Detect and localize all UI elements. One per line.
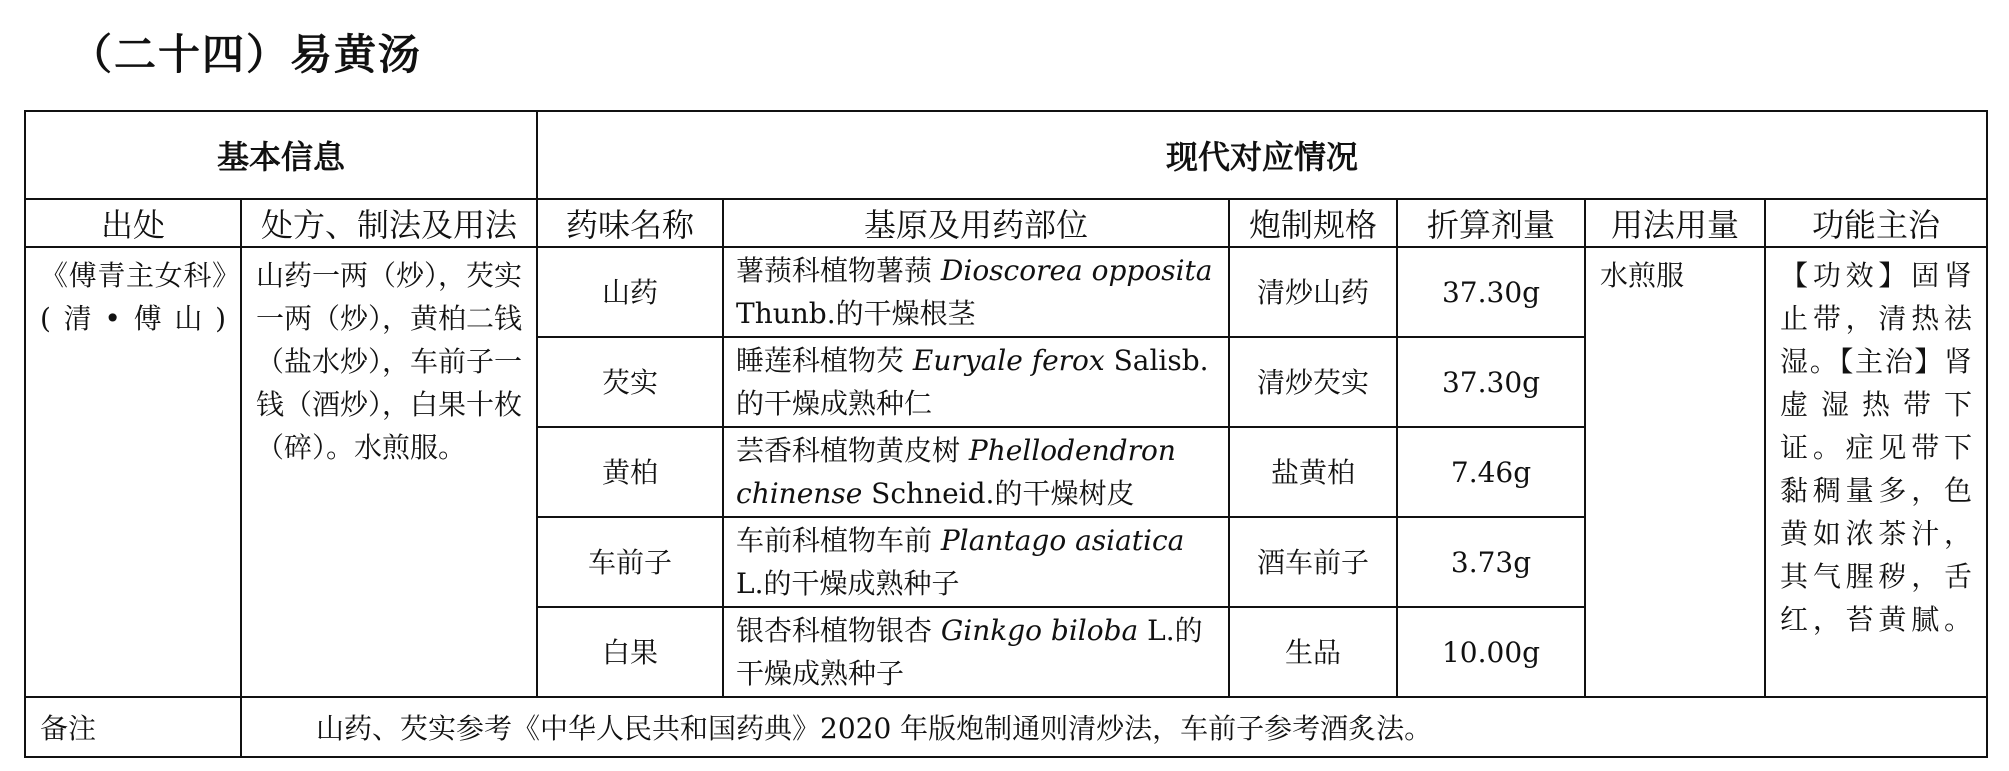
herb-processing: 清炒山药	[1229, 247, 1397, 337]
formula-table	[24, 110, 1988, 758]
remarks-label: 备注	[25, 697, 241, 757]
col-header-dose: 折算剂量	[1397, 199, 1585, 247]
herb-origin	[723, 427, 1229, 517]
function-cell	[1765, 247, 1987, 697]
col-header-herb-name: 药味名称	[537, 199, 723, 247]
origin-post: L.的干燥成熟种子	[736, 614, 1203, 690]
origin-post: Schneid.的干燥树皮	[862, 477, 1135, 510]
col-header-processing: 炮制规格	[1229, 199, 1397, 247]
latin-name: Euryale ferox	[912, 344, 1105, 377]
col-header-function: 功能主治	[1765, 199, 1987, 247]
col-header-source: 出处	[25, 199, 241, 247]
source-cell	[25, 247, 241, 697]
herb-name: 黄柏	[537, 427, 723, 517]
herb-name: 芡实	[537, 337, 723, 427]
col-header-usage: 用法用量	[1585, 199, 1765, 247]
herb-name: 车前子	[537, 517, 723, 607]
herb-dose: 7.46g	[1397, 427, 1585, 517]
prescription-cell	[241, 247, 537, 697]
herb-dose: 10.00g	[1397, 607, 1585, 697]
table-row	[25, 247, 1987, 337]
usage-cell	[1585, 247, 1765, 697]
herb-processing: 盐黄柏	[1229, 427, 1397, 517]
herb-dose: 37.30g	[1397, 247, 1585, 337]
herb-processing: 生品	[1229, 607, 1397, 697]
latin-name: Phellodendron chinense	[736, 434, 1176, 510]
herb-origin	[723, 337, 1229, 427]
prescription-text: 山药一两（炒），芡实一两（炒），黄柏二钱（盐水炒），车前子一钱（酒炒），白果十枚（碎）。水煎服。	[256, 259, 523, 464]
herb-processing: 清炒芡实	[1229, 337, 1397, 427]
group-header-basic: 基本信息	[25, 111, 537, 199]
herb-origin	[723, 607, 1229, 697]
origin-post: L.的干燥成熟种子	[736, 567, 960, 600]
herb-origin	[723, 247, 1229, 337]
source-text: 《傅青主女科》(清•傅山)	[40, 259, 226, 335]
herb-name: 白果	[537, 607, 723, 697]
origin-post: Salisb.的干燥成熟种仁	[736, 344, 1209, 420]
latin-name: Ginkgo biloba	[940, 614, 1139, 647]
usage-text: 水煎服	[1600, 259, 1685, 292]
latin-name: Plantago asiatica	[940, 524, 1185, 557]
origin-post: Thunb.的干燥根茎	[736, 297, 976, 330]
origin-pre: 睡莲科植物芡	[736, 344, 913, 377]
origin-pre: 车前科植物车前	[736, 524, 941, 557]
remarks-text: 山药、芡实参考《中华人民共和国药典》2020 年版炮制通则清炒法，车前子参考酒炙法。	[241, 697, 1987, 757]
latin-name: Dioscorea opposita	[940, 254, 1213, 287]
origin-pre: 芸香科植物黄皮树	[736, 434, 969, 467]
herb-name: 山药	[537, 247, 723, 337]
function-text: 【功效】固肾止带，清热祛湿。【主治】肾虚湿热带下证。症见带下黏稠量多，色黄如浓茶汁，其气腥秽，舌红，苔黄腻。	[1780, 259, 1973, 636]
origin-pre: 薯蓣科植物薯蓣	[736, 254, 941, 287]
col-header-prescription: 处方、制法及用法	[241, 199, 537, 247]
herb-dose: 37.30g	[1397, 337, 1585, 427]
herb-origin	[723, 517, 1229, 607]
col-header-origin: 基原及用药部位	[723, 199, 1229, 247]
herb-processing: 酒车前子	[1229, 517, 1397, 607]
group-header-modern: 现代对应情况	[537, 111, 1987, 199]
herb-dose: 3.73g	[1397, 517, 1585, 607]
origin-pre: 银杏科植物银杏	[736, 614, 941, 647]
remarks-row	[25, 697, 1987, 757]
page-title: （二十四）易黄汤	[70, 30, 423, 79]
